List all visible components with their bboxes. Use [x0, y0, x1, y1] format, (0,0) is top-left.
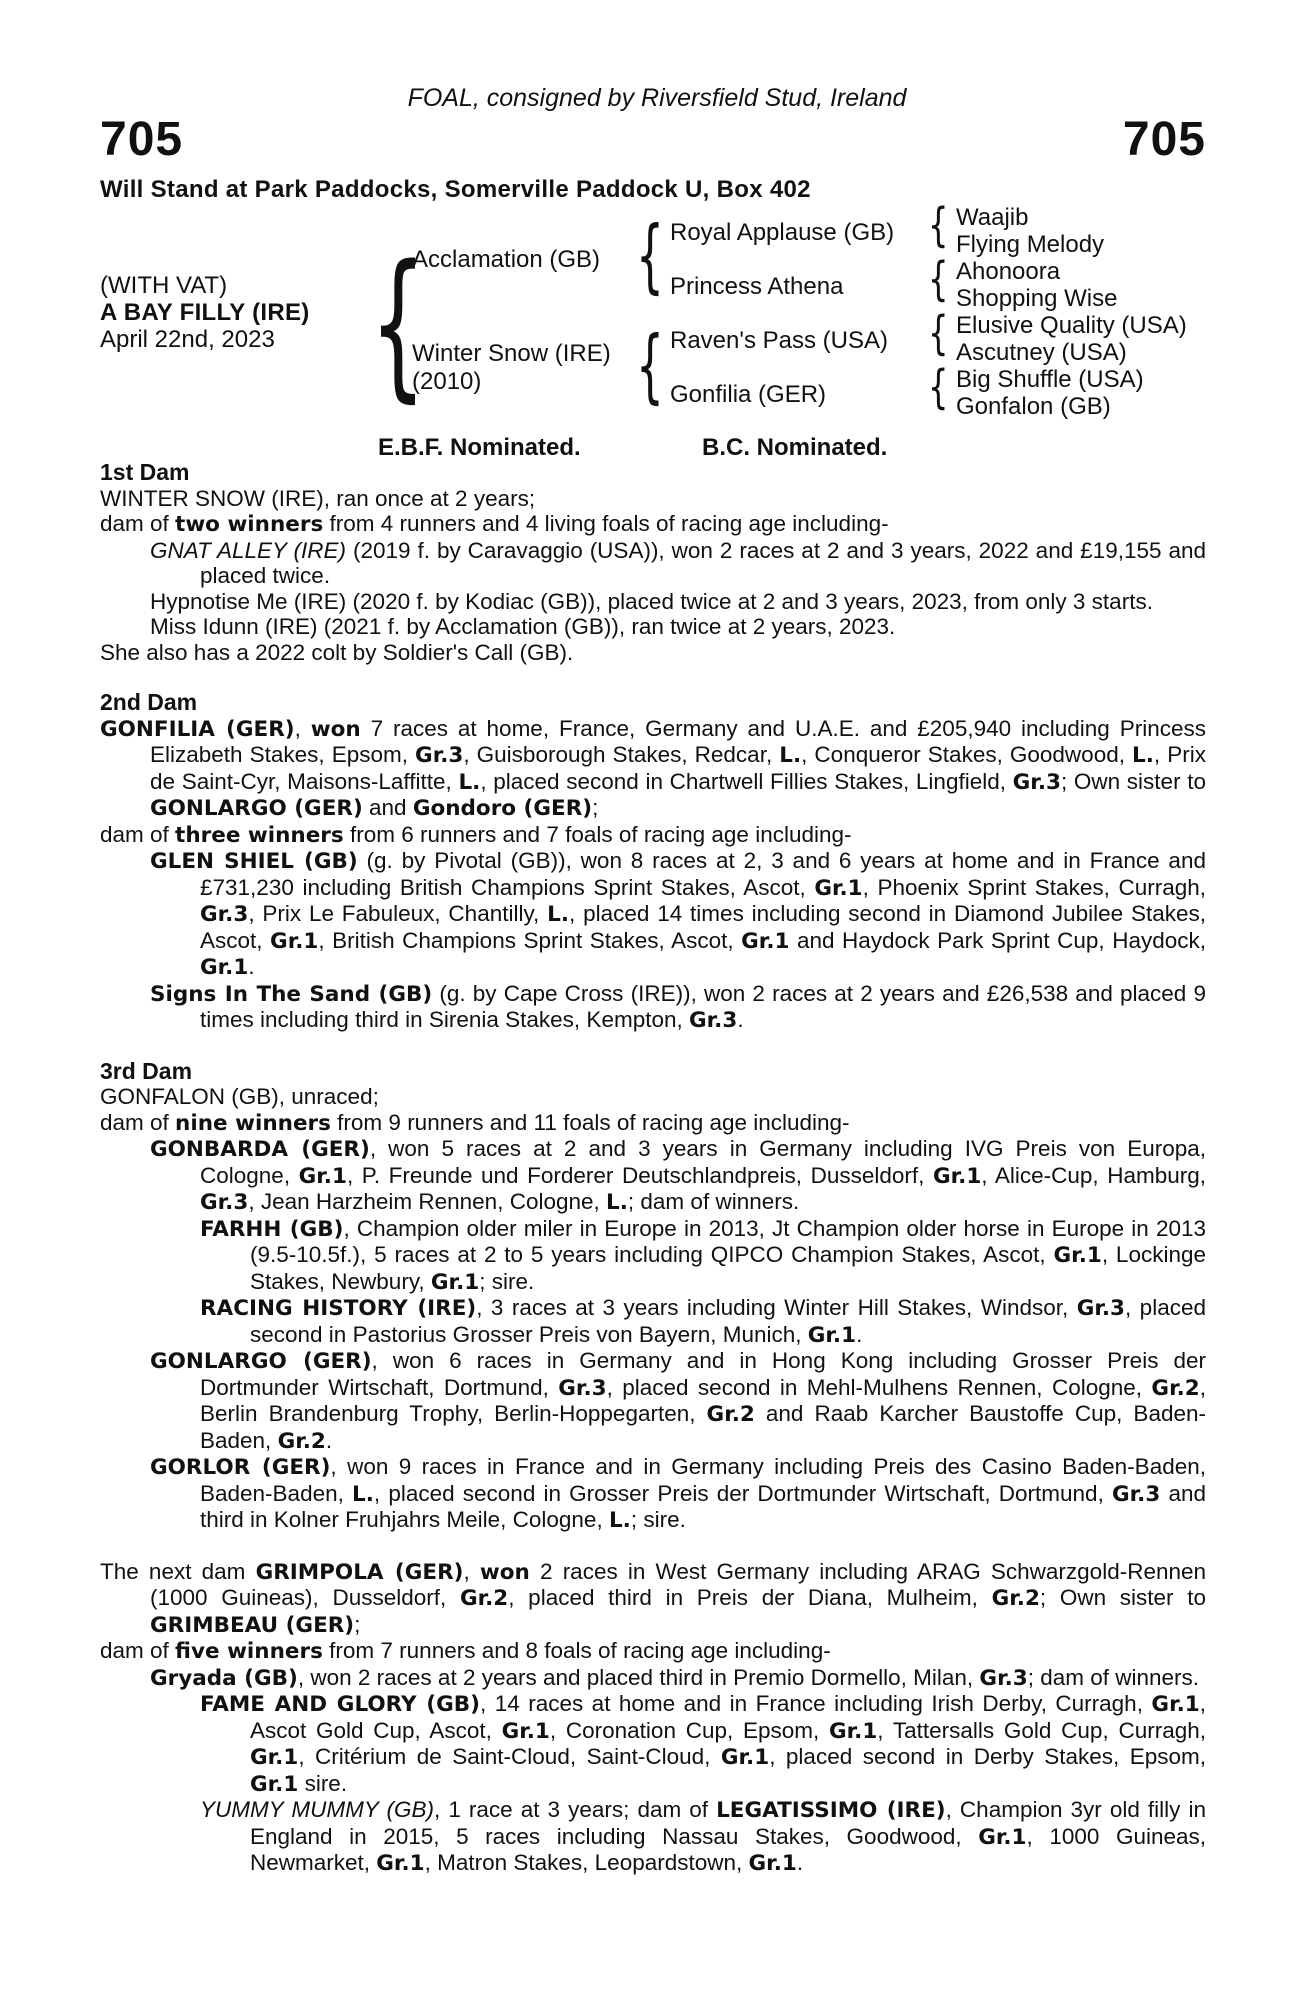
text: , won 2 races at 2 years and placed third in Premio Dormello, Milan, — [297, 1664, 980, 1690]
grade: Gr.1 — [430, 1269, 480, 1295]
text: , placed second in Chartwell Fillies Stakes, Lingfield, — [480, 768, 1013, 794]
text: , — [463, 1558, 480, 1584]
lot-number-right: 705 — [1122, 113, 1206, 166]
dam-name: GONFILIA (GER) — [100, 716, 295, 742]
grade: Gr.1 — [828, 1718, 878, 1744]
text: . — [856, 1321, 863, 1347]
text: , won 6 races in Germany and in Hong Kong including Grosser Preis der Dortmunder Wirtschaft, Dortmund, — [200, 1348, 1206, 1400]
third-dam-summary: GONFALON (GB), unraced; — [100, 1084, 379, 1109]
text: , Jean Harzheim Rennen, Cologne, — [248, 1189, 607, 1214]
first-dam-summary: WINTER SNOW (IRE), ran once at 2 years; — [100, 485, 536, 511]
brace-g3-4: { — [928, 360, 949, 414]
text: from 9 runners and 11 foals of racing age including- — [330, 1109, 850, 1135]
dam-name: Winter Snow (IRE) — [412, 340, 611, 367]
grandfoal-entry — [100, 1691, 1206, 1797]
text: , Champion 3yr old filly in England in 2015, 5 races including Nassau Stakes, Goodwood, — [250, 1797, 1206, 1849]
bc-nomination: B.C. Nominated. — [702, 434, 888, 461]
grade: Gr.3 — [1076, 1296, 1125, 1321]
text: , — [294, 715, 311, 741]
grandfoal-entry — [100, 1216, 1206, 1296]
text: . — [248, 954, 255, 979]
brace-g3-2: { — [928, 252, 949, 306]
grade: Gr.2 — [706, 1402, 755, 1427]
foal-name: GLEN SHIEL (GB) — [150, 849, 358, 874]
text: , 1000 Guineas, Newmarket, — [250, 1823, 1206, 1875]
brace-sire-parents: { — [636, 209, 664, 302]
brace-generation-1: { — [370, 230, 426, 417]
won-label: won — [479, 1559, 530, 1585]
foal-entry: Miss Idunn (IRE) (2021 f. by Acclamation (GB)), ran twice at 2 years, 2023. — [150, 614, 896, 639]
grade: L. — [547, 902, 570, 927]
foal-name: FAME AND GLORY (GB) — [200, 1692, 480, 1717]
grade: Gr.1 — [748, 1851, 797, 1876]
winners-count: nine winners — [175, 1110, 331, 1136]
brace-g3-1: { — [928, 198, 949, 252]
dam-name: GRIMPOLA (GER) — [255, 1559, 464, 1585]
ebf-nomination: E.B.F. Nominated. — [378, 434, 581, 461]
text: and — [362, 795, 413, 820]
text: from 6 runners and 7 foals of racing age including- — [343, 821, 852, 847]
text: , Conqueror Stakes, Goodwood, — [801, 742, 1133, 767]
sire-dam-dam: Shopping Wise — [956, 285, 1118, 312]
text: , Champion older miler in Europe in 2013, Jt Champion older horse in Europe in 2013 (9.5-10.5f.), 5 races at 2 to 5 years including QIPCO Champion Stakes, Ascot, — [250, 1215, 1206, 1267]
horse-name: A BAY FILLY (IRE) — [100, 299, 310, 326]
second-dam-heading: 2nd Dam — [100, 689, 198, 715]
grade: Gr.1 — [978, 1824, 1027, 1850]
text: , placed third in Preis der Diana, Mulheim, — [508, 1585, 992, 1610]
grade: Gr.1 — [298, 1163, 347, 1189]
third-dam-heading: 3rd Dam — [100, 1057, 193, 1084]
grandfoal-entry — [100, 1797, 1206, 1877]
foal-name: GONBARDA (GER) — [150, 1137, 370, 1162]
grade: Gr.2 — [991, 1586, 1040, 1611]
text: dam of — [100, 1638, 176, 1663]
foal-name: Gryada (GB) — [150, 1665, 298, 1691]
first-dam-heading: 1st Dam — [100, 459, 190, 485]
grade: L. — [1132, 743, 1154, 768]
grade: Gr.3 — [558, 1375, 607, 1401]
text: and Raab Karcher Baustoffe Cup, Baden-Baden, — [200, 1401, 1206, 1453]
text: dam of — [100, 511, 176, 536]
brace-dam-parents: { — [636, 319, 664, 412]
text: ; — [592, 795, 599, 820]
text: . — [325, 1427, 333, 1453]
dam-sire-sire: Elusive Quality (USA) — [956, 312, 1187, 339]
text: ; — [354, 1611, 361, 1637]
vat-note: (WITH VAT) — [100, 272, 228, 299]
grade: Gr.1 — [1053, 1243, 1102, 1268]
text: , won 9 races in France and in Germany including Preis des Casino Baden-Baden, Baden-Baden, — [200, 1454, 1206, 1506]
text: , 1 race at 3 years; dam of — [434, 1797, 717, 1822]
text: (g. by Cape Cross (IRE)), won 2 races at 2 years and £26,538 and placed 9 times including third in Sirenia Stakes, Kempton, — [200, 980, 1206, 1032]
spacer — [100, 1534, 1206, 1559]
grade: L. — [608, 1508, 631, 1533]
dam-year: (2010) — [412, 368, 482, 395]
text: ; sire. — [479, 1268, 535, 1294]
winners-count: three winners — [175, 822, 344, 848]
text: . — [796, 1850, 804, 1875]
text: , Critérium de Saint-Cloud, Saint-Cloud, — [298, 1744, 721, 1769]
text: from 7 runners and 8 foals of racing age including- — [322, 1638, 831, 1663]
text: (2019 f. by Caravaggio (USA)), won 2 races at 2 and 3 years, 2022 and £19,155 and placed twice. — [200, 537, 1206, 588]
grade: Gr.1 — [501, 1718, 550, 1744]
text: , British Champions Sprint Stakes, Ascot, — [318, 927, 742, 953]
text: 7 races at home, France, Germany and U.A.E. and £205,940 including Princess Elizabeth Stakes, Epsom, — [150, 715, 1206, 767]
foal-name: YUMMY MUMMY (GB) — [200, 1797, 435, 1822]
dam-dam: Gonfilia (GER) — [670, 381, 827, 408]
grade: Gr.1 — [807, 1322, 857, 1348]
text: , Guisborough Stakes, Redcar, — [463, 742, 780, 767]
foal-name: GONLARGO (GER) — [150, 1349, 372, 1374]
text: , Lockinge Stakes, Newbury, — [250, 1242, 1207, 1294]
first-dam-note: She also has a 2022 colt by Soldier's Call (GB). — [100, 639, 574, 665]
spacer — [100, 665, 1206, 690]
spacer — [100, 1034, 1206, 1059]
first-dam-produce-line — [100, 511, 1206, 538]
produce-record — [100, 460, 1206, 1877]
foal-entry — [100, 1136, 1206, 1216]
grade: Gr.1 — [250, 1771, 299, 1797]
text: , P. Freunde und Forderer Deutschlandpreis, Dusseldorf, — [346, 1162, 933, 1188]
text: , Phoenix Sprint Stakes, Curragh, — [862, 874, 1206, 900]
foal-entry — [100, 1665, 1206, 1692]
text: , Tattersalls Gold Cup, Curragh, — [877, 1717, 1206, 1743]
sire-sire-sire: Waajib — [956, 204, 1029, 231]
dam-sire-dam: Ascutney (USA) — [956, 339, 1127, 366]
sibling-name: Gondoro (GER) — [412, 796, 593, 821]
text: , placed second in Grosser Preis der Dortmunder Wirtschaft, Dortmund, — [373, 1480, 1112, 1506]
grade: Gr.1 — [270, 928, 319, 954]
foal-name: Signs In The Sand (GB) — [150, 981, 433, 1007]
lot-number-left: 705 — [100, 113, 184, 166]
text: ; dam of winners. — [1027, 1664, 1200, 1690]
text: , Ascot Gold Cup, Ascot, — [250, 1691, 1206, 1743]
text: ; sire. — [630, 1507, 686, 1532]
next-dam-produce-line — [100, 1638, 1206, 1665]
foal-name: RACING HISTORY (IRE) — [200, 1296, 477, 1321]
text: and third in Kolner Fruhjahrs Meile, Cologne, — [200, 1480, 1206, 1532]
text: dam of — [100, 821, 176, 847]
sire-dam-sire: Ahonoora — [956, 258, 1061, 285]
text: dam of — [100, 1109, 176, 1135]
text: The next dam — [100, 1558, 256, 1584]
grade: Gr.3 — [200, 902, 249, 927]
sire-dam: Princess Athena — [670, 273, 844, 300]
text: , Prix Le Fabuleux, Chantilly, — [248, 901, 548, 926]
second-dam-record — [100, 716, 1206, 822]
text: from 4 runners and 4 living foals of racing age including- — [323, 511, 889, 536]
foal-name: GORLOR (GER) — [150, 1455, 331, 1480]
grade: Gr.3 — [415, 743, 464, 768]
foaling-date: April 22nd, 2023 — [100, 326, 275, 353]
grade: L. — [352, 1481, 374, 1507]
grade: Gr.3 — [1012, 769, 1061, 795]
grade: Gr.1 — [932, 1163, 982, 1189]
text: . — [737, 1007, 744, 1032]
text: , Prix de Saint-Cyr, Maisons-Laffitte, — [150, 742, 1206, 794]
text: , Alice-Cup, Hamburg, — [981, 1162, 1206, 1188]
sibling-name: GONLARGO (GER) — [150, 796, 363, 821]
text: ; Own sister to — [1039, 1585, 1206, 1610]
winners-count: two winners — [175, 512, 324, 537]
sibling-name: GRIMBEAU (GER) — [150, 1612, 355, 1638]
text: , won 5 races at 2 and 3 years in Germany including IVG Preis von Europa, Cologne, — [200, 1136, 1207, 1188]
grade: Gr.1 — [250, 1745, 299, 1770]
sire-sire: Royal Applause (GB) — [670, 219, 895, 246]
foal-entry: Hypnotise Me (IRE) (2020 f. by Kodiac (GB)), placed twice at 2 and 3 years, 2023, from only 3 starts. — [150, 588, 1153, 614]
grade: Gr.1 — [200, 955, 249, 980]
grade: L. — [779, 743, 802, 768]
foal-entry — [100, 981, 1206, 1034]
grade: Gr.2 — [277, 1428, 326, 1454]
next-dam-record — [100, 1559, 1206, 1639]
text: sire. — [298, 1770, 348, 1796]
grade: Gr.2 — [1151, 1375, 1200, 1401]
second-dam-produce-line — [100, 822, 1206, 849]
text: , placed 14 times including second in Diamond Jubilee Stakes, Ascot, — [200, 901, 1207, 953]
sire-sire-dam: Flying Melody — [956, 231, 1105, 258]
grade: Gr.3 — [200, 1190, 249, 1215]
foal-entry — [100, 1454, 1206, 1534]
stabling-line: Will Stand at Park Paddocks, Somerville Paddock U, Box 402 — [100, 176, 811, 203]
winners-count: five winners — [175, 1639, 323, 1664]
grade: L. — [458, 769, 481, 795]
grade: Gr.1 — [814, 875, 863, 901]
grade: Gr.3 — [979, 1665, 1028, 1691]
grade: Gr.1 — [376, 1851, 425, 1876]
foal-entry — [100, 538, 1206, 589]
third-dam-produce-line — [100, 1110, 1206, 1137]
text: , 14 races at home and in France including Irish Derby, Curragh, — [480, 1691, 1152, 1716]
consignor-line: FOAL, consigned by Riversfield Stud, Ireland — [407, 84, 907, 112]
dam-dam-dam: Gonfalon (GB) — [956, 393, 1111, 420]
text: ; dam of winners. — [627, 1189, 800, 1214]
text: and Haydock Park Sprint Cup, Haydock, — [789, 927, 1206, 953]
sire-name: Acclamation (GB) — [412, 246, 601, 273]
foal-name: GNAT ALLEY (IRE) — [150, 537, 347, 563]
dam-dam-sire: Big Shuffle (USA) — [956, 366, 1144, 393]
won-label: won — [310, 716, 361, 742]
grandfoal-entry — [100, 1295, 1206, 1348]
dam-sire: Raven's Pass (USA) — [670, 327, 888, 354]
grade: Gr.2 — [459, 1586, 509, 1611]
brace-g3-3: { — [928, 306, 949, 360]
grade: Gr.3 — [1111, 1481, 1161, 1507]
text: , placed second in Pastorius Grosser Preis von Bayern, Munich, — [250, 1295, 1206, 1347]
foal-name: LEGATISSIMO (IRE) — [716, 1798, 946, 1823]
grade: Gr.1 — [720, 1745, 770, 1770]
text: , Berlin Brandenburg Trophy, Berlin-Hoppegarten, — [200, 1374, 1206, 1426]
text: , Matron Stakes, Leopardstown, — [424, 1850, 749, 1875]
text: , placed second in Mehl-Mulhens Rennen, Cologne, — [606, 1374, 1152, 1400]
text: (g. by Pivotal (GB)), won 8 races at 2, 3 and 6 years at home and in France and £731,230 including British Champions Sprint Stakes, Ascot, — [200, 848, 1206, 900]
grade: Gr.1 — [1151, 1692, 1200, 1717]
text: 2 races in West Germany including ARAG Schwarzgold-Rennen (1000 Guineas), Dusseldorf, — [150, 1558, 1207, 1610]
foal-name: FARHH (GB) — [200, 1216, 344, 1242]
text: , 3 races at 3 years including Winter Hill Stakes, Windsor, — [476, 1295, 1077, 1320]
text: , placed second in Derby Stakes, Epsom, — [769, 1744, 1207, 1769]
text: , Coronation Cup, Epsom, — [549, 1717, 829, 1743]
grade: L. — [606, 1190, 628, 1215]
grade: Gr.3 — [689, 1008, 738, 1033]
text: ; Own sister to — [1060, 768, 1206, 794]
foal-entry — [100, 1348, 1206, 1454]
foal-entry — [100, 848, 1206, 981]
grade: Gr.1 — [741, 928, 790, 954]
